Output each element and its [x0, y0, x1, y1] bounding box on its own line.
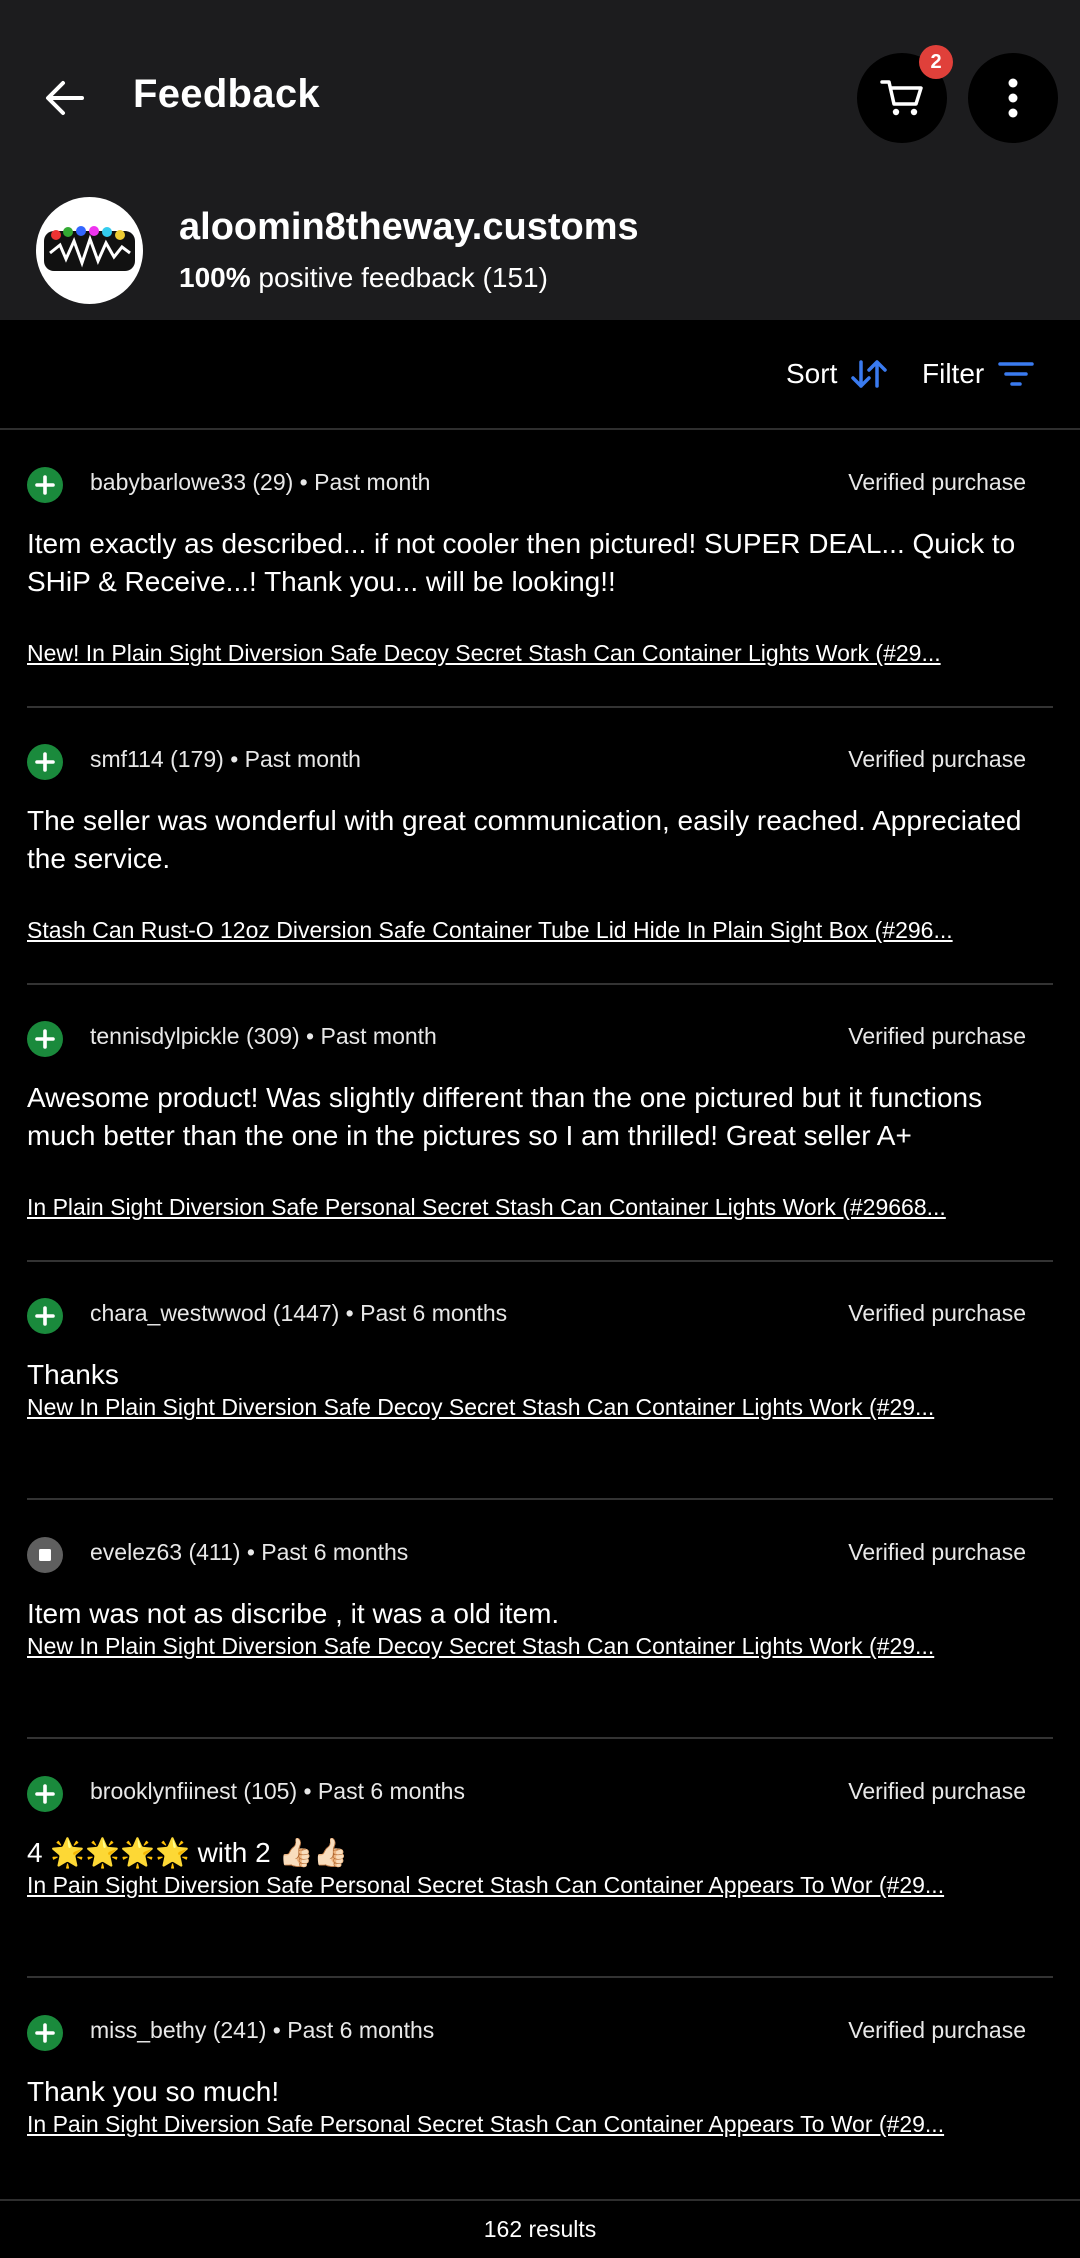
seller-feedback-summary [179, 262, 548, 294]
sort-arrows-icon [851, 359, 887, 389]
purchased-item-link[interactable]: In Plain Sight Diversion Safe Personal Secret Stash Can Container Lights Work (#29668... [27, 1194, 946, 1220]
results-count: 162 results [0, 2199, 1080, 2258]
sort-button[interactable] [786, 350, 887, 398]
reviewer-info: brooklynfiinest (105) • Past 6 months [90, 1778, 465, 1804]
verified-purchase-label: Verified purchase [848, 1539, 1026, 1565]
purchased-item-link[interactable]: New In Plain Sight Diversion Safe Decoy Secret Stash Can Container Lights Work (#29... [27, 1633, 935, 1659]
filter-icon [998, 360, 1034, 388]
feedback-comment: Awesome product! Was slightly different than the one pictured but it functions much better than the one in the pictures so I am thrilled! Great seller A+ [27, 1082, 983, 1151]
feedback-comment: Item was not as discribe , it was a old item. [27, 1598, 560, 1629]
cart-icon [880, 78, 924, 118]
divider [27, 1260, 1053, 1262]
positive-percent: 100% [179, 262, 251, 293]
purchased-item-link[interactable]: Stash Can Rust-O 12oz Diversion Safe Container Tube Lid Hide In Plain Sight Box (#296... [27, 917, 953, 943]
verified-purchase-label: Verified purchase [848, 1300, 1026, 1326]
positive-rating-icon [27, 1776, 63, 1812]
positive-rating-icon [27, 467, 63, 503]
sort-label: Sort [786, 358, 838, 389]
app-header [0, 0, 1080, 320]
reviewer-info: chara_westwwod (1447) • Past 6 months [90, 1300, 508, 1326]
feedback-comment: Item exactly as described... if not cooler then pictured! SUPER DEAL... Quick to SHiP & Receive...! Thank you... will be looking!! [27, 528, 1016, 597]
feedback-comment: 4 🌟🌟🌟🌟 with 2 👍🏻👍🏻 [27, 1837, 349, 1868]
reviewer-info: smf114 (179) • Past month [90, 746, 361, 772]
back-button[interactable] [28, 62, 100, 134]
verified-purchase-label: Verified purchase [848, 746, 1026, 772]
feedback-comment: Thank you so much! [27, 2076, 280, 2107]
divider [27, 1498, 1053, 1500]
divider [27, 983, 1053, 985]
divider [27, 1976, 1053, 1978]
verified-purchase-label: Verified purchase [848, 1023, 1026, 1049]
purchased-item-link[interactable]: In Pain Sight Diversion Safe Personal Secret Stash Can Container Appears To Wor (#29... [27, 2111, 945, 2137]
filter-button[interactable] [922, 350, 1034, 398]
feedback-count-text: positive feedback (151) [258, 262, 548, 293]
verified-purchase-label: Verified purchase [848, 2017, 1026, 2043]
arrow-left-icon [44, 80, 84, 116]
positive-rating-icon [27, 1021, 63, 1057]
filter-label: Filter [922, 358, 985, 389]
neutral-rating-icon [27, 1537, 63, 1573]
divider [27, 706, 1053, 708]
cart-count-badge: 2 [919, 45, 953, 79]
more-vertical-icon [1008, 78, 1018, 118]
verified-purchase-label: Verified purchase [848, 469, 1026, 495]
feedback-comment: The seller was wonderful with great communication, easily reached. Appreciated the service. [27, 805, 1022, 874]
seller-avatar[interactable] [36, 197, 143, 304]
feedback-comment: Thanks [27, 1359, 119, 1390]
more-options-button[interactable] [968, 53, 1058, 143]
purchased-item-link[interactable]: In Pain Sight Diversion Safe Personal Secret Stash Can Container Appears To Wor (#29... [27, 1872, 945, 1898]
purchased-item-link[interactable]: New In Plain Sight Diversion Safe Decoy Secret Stash Can Container Lights Work (#29... [27, 1394, 935, 1420]
positive-rating-icon [27, 2015, 63, 2051]
page-title: Feedback [133, 72, 320, 116]
positive-rating-icon [27, 1298, 63, 1334]
seller-logo-icon [36, 197, 143, 304]
reviewer-info: evelez63 (411) • Past 6 months [90, 1539, 409, 1565]
reviewer-info: tennisdylpickle (309) • Past month [90, 1023, 437, 1049]
positive-rating-icon [27, 744, 63, 780]
reviewer-info: babybarlowe33 (29) • Past month [90, 469, 431, 495]
divider [27, 1737, 1053, 1739]
reviewer-info: miss_bethy (241) • Past 6 months [90, 2017, 435, 2043]
verified-purchase-label: Verified purchase [848, 1778, 1026, 1804]
purchased-item-link[interactable]: New! In Plain Sight Diversion Safe Decoy Secret Stash Can Container Lights Work (#29... [27, 640, 941, 666]
seller-name[interactable]: aloomin8theway.customs [179, 206, 639, 248]
sort-filter-bar [0, 320, 1080, 430]
